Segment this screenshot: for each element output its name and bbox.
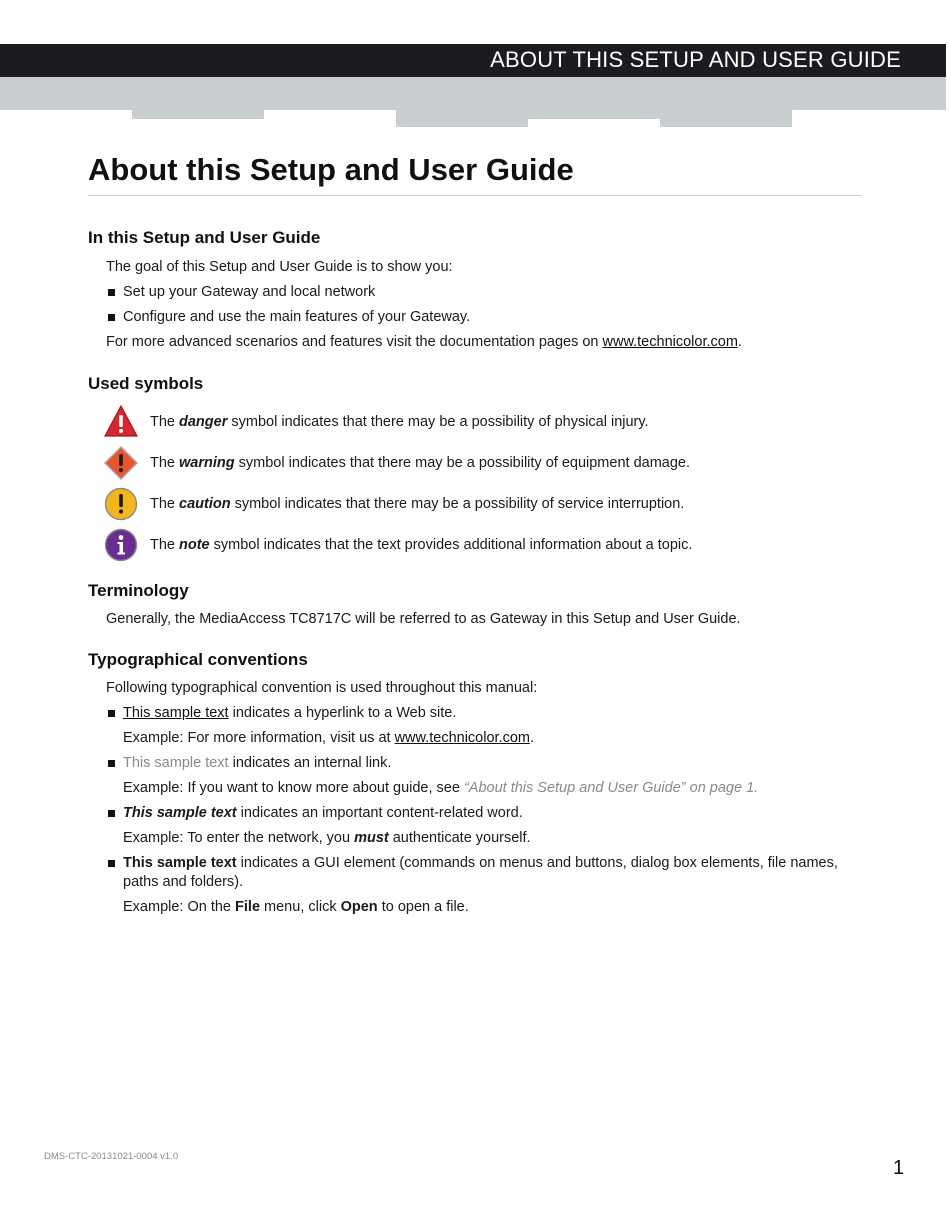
section-heading: Terminology (88, 581, 189, 600)
symbol-row-danger (88, 411, 858, 452)
list-item: This sample text indicates an important content-related word. (88, 804, 858, 823)
example-line: Example: To enter the network, you must authenticate yourself. (123, 830, 531, 846)
title-divider (88, 195, 862, 196)
section-heading: Typographical conventions (88, 650, 308, 669)
section-heading: In this Setup and User Guide (88, 228, 321, 247)
section-heading: Used symbols (88, 374, 204, 393)
symbol-description: The note symbol indicates that the text provides additional information about a topic. (150, 537, 693, 553)
symbol-description: The danger symbol indicates that there may be a possibility of physical injury. (150, 414, 649, 430)
section-intro: The goal of this Setup and User Guide is to show you: (106, 259, 453, 275)
bullet-square-icon (108, 810, 115, 817)
header-tab-strip (528, 110, 660, 119)
internal-link[interactable]: “About this Setup and User Guide” on page 1. (463, 780, 759, 796)
danger-icon (104, 405, 138, 439)
header-tab-strip (132, 110, 264, 119)
note-icon (104, 528, 138, 562)
page-number: 1 (893, 1157, 905, 1179)
symbol-description: The warning symbol indicates that there may be a possibility of equipment damage. (150, 455, 690, 471)
list-item-text: Set up your Gateway and local network (123, 284, 376, 300)
bullet-square-icon (108, 289, 115, 296)
sample-internal-link[interactable]: This sample text (123, 755, 229, 771)
example-line: Example: If you want to know more about guide, see “About this Setup and User Guide” on page 1. (123, 780, 759, 796)
symbol-row-caution (88, 493, 858, 534)
bullet-square-icon (108, 710, 115, 717)
bullet-square-icon (108, 760, 115, 767)
section-intro: Following typographical convention is used throughout this manual: (106, 680, 538, 696)
list-item (88, 308, 858, 327)
symbol-row-warning (88, 452, 858, 493)
main-content (88, 228, 858, 917)
warning-icon (104, 446, 138, 480)
more-info-text: For more advanced scenarios and features visit the documentation pages on (106, 334, 603, 350)
sample-hyperlink[interactable]: This sample text (123, 705, 229, 721)
example-line: Example: On the File menu, click Open to open a file. (123, 899, 469, 915)
document-id: DMS-CTC-20131021-0004 v1.0 (44, 1151, 179, 1162)
bullet-square-icon (108, 860, 115, 867)
symbol-row-note (88, 534, 858, 575)
list-item-text: Configure and use the main features of your Gateway. (123, 309, 471, 325)
example-line: Example: For more information, visit us at www.technicolor.com. (123, 730, 534, 746)
header-tab-strip (396, 110, 528, 127)
bullet-square-icon (108, 314, 115, 321)
technicolor-link[interactable]: www.technicolor.com (602, 334, 738, 350)
list-item: This sample text indicates a GUI element (commands on menus and buttons, dialog box elements, file names, paths and folders). (88, 854, 858, 892)
header-bar (0, 44, 946, 77)
header-title: ABOUT THIS SETUP AND USER GUIDE (490, 47, 901, 72)
list-item: This sample text indicates an internal link. (88, 754, 858, 773)
terminology-text: Generally, the MediaAccess TC8717C will be referred to as Gateway in this Setup and User Guide. (106, 611, 741, 627)
list-item: This sample text indicates a hyperlink to a Web site. (88, 704, 858, 723)
caution-icon (104, 487, 138, 521)
more-info-line (88, 333, 858, 352)
header-tab-strip (660, 110, 792, 127)
page-title: About this Setup and User Guide (88, 152, 574, 187)
header-band (0, 77, 946, 110)
more-info-suffix: . (737, 334, 742, 350)
technicolor-link[interactable]: www.technicolor.com (394, 730, 530, 746)
list-item (88, 283, 858, 302)
symbol-description: The caution symbol indicates that there may be a possibility of service interruption. (150, 496, 685, 512)
